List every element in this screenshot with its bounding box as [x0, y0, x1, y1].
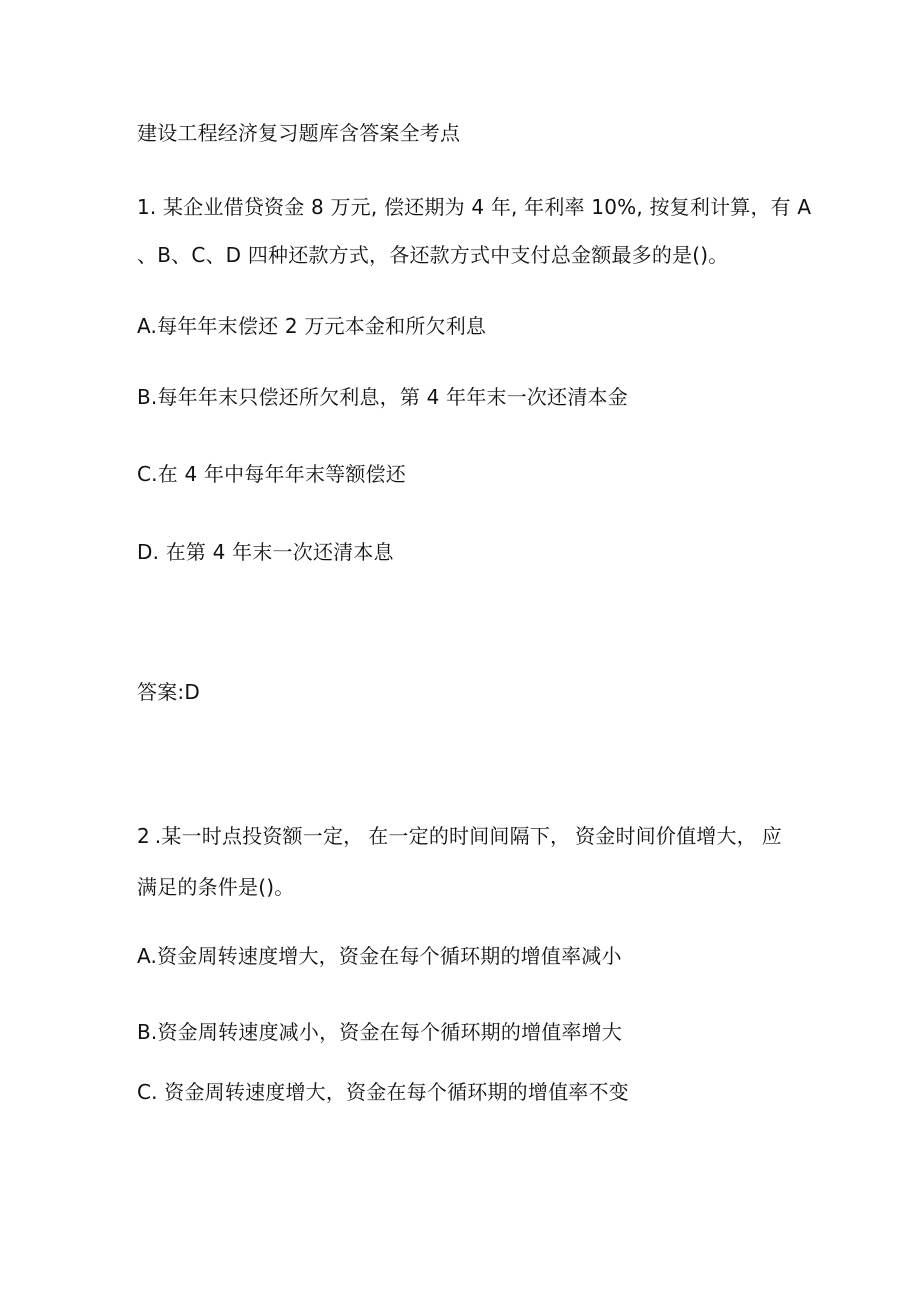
- question-2-option-c: C. 资金周转速度增大，资金在每个循环期的增值率不变: [137, 1080, 629, 1104]
- question-1-stem-line-1: 1. 某企业借贷资金 8 万元, 偿还期为 4 年, 年利率 10%, 按复利计算，有 A: [137, 195, 812, 219]
- question-1-option-a: A.每年年末偿还 2 万元本金和所欠利息: [137, 314, 487, 338]
- question-2-stem-part: 应: [761, 824, 782, 848]
- question-2-stem-part: 资金时间价值增大，: [575, 824, 757, 848]
- question-1-stem-line-2: 、B、C、D 四种还款方式，各还款方式中支付总金额最多的是()。: [137, 243, 729, 267]
- question-2-option-b: B.资金周转速度减小，资金在每个循环期的增值率增大: [137, 1020, 623, 1044]
- question-1-answer: 答案:D: [137, 680, 200, 704]
- question-2-stem-line-2: 满足的条件是()。: [137, 875, 295, 899]
- question-2-stem-part: .某一时点投资额一定，: [154, 824, 364, 848]
- question-2-number: 2: [137, 824, 150, 848]
- question-1-option-c: C.在 4 年中每年年末等额偿还: [137, 462, 406, 486]
- question-2-stem-line-1: [137, 824, 782, 848]
- question-1-option-d: D. 在第 4 年末一次还清本息: [137, 540, 394, 564]
- document-title: 建设工程经济复习题库含答案全考点: [137, 121, 461, 145]
- question-2-stem-part: 在一定的时间间隔下，: [368, 824, 571, 848]
- question-2-option-a: A.资金周转速度增大，资金在每个循环期的增值率减小: [137, 944, 622, 968]
- question-1-option-b: B.每年年末只偿还所欠利息，第 4 年年末一次还清本金: [137, 385, 628, 409]
